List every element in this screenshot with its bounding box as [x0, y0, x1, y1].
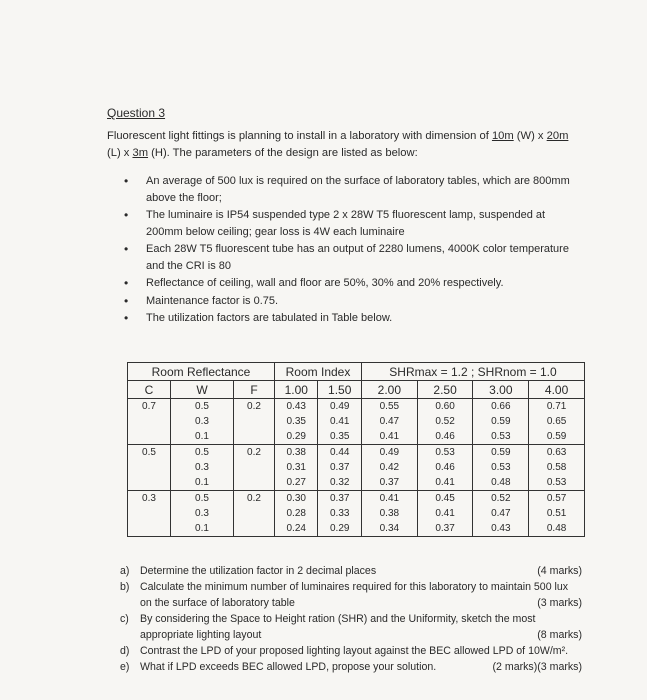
cell-uf-value: 0.47: [361, 414, 417, 429]
header-index: 1.50: [318, 381, 362, 399]
cell-uf-value: 0.37: [318, 460, 362, 475]
cell-uf-value: 0.66: [473, 399, 529, 415]
cell-floor: 0.2: [234, 491, 275, 507]
cell-floor: [234, 460, 275, 475]
cell-uf-value: 0.32: [318, 475, 362, 491]
cell-uf-value: 0.42: [361, 460, 417, 475]
cell-floor: [234, 475, 275, 491]
cell-uf-value: 0.34: [361, 521, 417, 537]
cell-uf-value: 0.58: [529, 460, 585, 475]
room-length: 20m: [546, 130, 569, 142]
intro-text-4: (H). The parameters of the design are listed as below:: [148, 147, 418, 159]
cell-uf-value: 0.37: [417, 521, 473, 537]
cell-uf-value: 0.27: [275, 475, 318, 491]
cell-uf-value: 0.35: [275, 414, 318, 429]
cell-uf-value: 0.37: [318, 491, 362, 507]
cell-uf-value: 0.31: [275, 460, 318, 475]
room-height: 3m: [132, 147, 149, 159]
cell-uf-value: 0.29: [275, 429, 318, 445]
cell-ceiling: [128, 506, 171, 521]
list-item: • Reflectance of ceiling, wall and floor are 50%, 30% and 20% respectively.: [122, 275, 582, 292]
cell-uf-value: 0.48: [529, 521, 585, 537]
cell-wall: 0.5: [171, 399, 234, 415]
question-marks: (3 marks): [537, 597, 582, 609]
question-text: By considering the Space to Height ration (SHR) and the Uniformity, sketch the most appropriate lighting layout: [140, 613, 536, 641]
table-row: [128, 491, 585, 507]
header-room-index: Room Index: [275, 363, 362, 381]
question-item: [120, 579, 582, 611]
cell-wall: 0.3: [171, 414, 234, 429]
question-text: Determine the utilization factor in 2 decimal places: [140, 565, 377, 577]
cell-uf-value: 0.63: [529, 445, 585, 461]
list-item: • Maintenance factor is 0.75.: [122, 293, 582, 310]
list-item: • The luminaire is IP54 suspended type 2 x 28W T5 fluorescent lamp, suspended at 200mm below ceiling; gear loss is 4W each luminaire: [122, 207, 582, 240]
cell-ceiling: [128, 475, 171, 491]
cell-uf-value: 0.52: [417, 414, 473, 429]
cell-uf-value: 0.28: [275, 506, 318, 521]
question-marks: (3 marks): [537, 661, 582, 673]
question-text: Contrast the LPD of your proposed lighting layout against the BEC allowed LPD of 10W/m².: [140, 645, 569, 657]
utilization-factor-table: [127, 362, 585, 537]
cell-wall: 0.5: [171, 491, 234, 507]
intro-text-3: (L) x: [107, 147, 133, 159]
cell-uf-value: 0.53: [417, 445, 473, 461]
cell-uf-value: 0.53: [473, 429, 529, 445]
table-row: [128, 460, 585, 475]
cell-uf-value: 0.60: [417, 399, 473, 415]
cell-uf-value: 0.33: [318, 506, 362, 521]
intro-paragraph: [107, 128, 585, 162]
list-item: • An average of 500 lux is required on the surface of laboratory tables, which are 800mm above the floor;: [122, 173, 582, 206]
header-index: 4.00: [529, 381, 585, 399]
room-width: 10m: [491, 130, 514, 142]
header-w: W: [171, 381, 234, 399]
cell-wall: 0.1: [171, 429, 234, 445]
cell-ceiling: 0.7: [128, 399, 171, 415]
cell-wall: 0.3: [171, 460, 234, 475]
cell-uf-value: 0.41: [417, 506, 473, 521]
cell-uf-value: 0.59: [473, 414, 529, 429]
cell-uf-value: 0.43: [473, 521, 529, 537]
cell-uf-value: 0.65: [529, 414, 585, 429]
cell-floor: [234, 429, 275, 445]
cell-uf-value: 0.55: [361, 399, 417, 415]
question-text: What if LPD exceeds BEC allowed LPD, propose your solution.: [140, 661, 437, 673]
header-room-reflectance: Room Reflectance: [128, 363, 275, 381]
cell-wall: 0.5: [171, 445, 234, 461]
cell-uf-value: 0.46: [417, 429, 473, 445]
question-label: b): [120, 581, 130, 593]
cell-uf-value: 0.47: [473, 506, 529, 521]
list-item: • Each 28W T5 fluorescent tube has an output of 2280 lumens, 4000K color temperature and the CRI is 80: [122, 241, 582, 274]
question-marks: (8 marks): [537, 629, 582, 641]
list-item: • The utilization factors are tabulated in Table below.: [122, 310, 582, 327]
cell-uf-value: 0.71: [529, 399, 585, 415]
cell-uf-value: 0.38: [275, 445, 318, 461]
cell-uf-value: 0.57: [529, 491, 585, 507]
table-row: [128, 445, 585, 461]
table-row: [128, 429, 585, 445]
cell-uf-value: 0.59: [529, 429, 585, 445]
question-marks: (4 marks): [537, 565, 582, 577]
cell-wall: 0.3: [171, 506, 234, 521]
question-label: a): [120, 565, 130, 577]
cell-uf-value: 0.41: [361, 429, 417, 445]
question-label: d): [120, 645, 130, 657]
table-row: [128, 399, 585, 415]
cell-uf-value: 0.59: [473, 445, 529, 461]
header-index: 2.50: [417, 381, 473, 399]
cell-uf-value: 0.35: [318, 429, 362, 445]
cell-uf-value: 0.53: [529, 475, 585, 491]
cell-uf-value: 0.52: [473, 491, 529, 507]
cell-uf-value: 0.24: [275, 521, 318, 537]
cell-uf-value: 0.53: [473, 460, 529, 475]
question-item: [120, 659, 582, 675]
cell-ceiling: [128, 414, 171, 429]
cell-uf-value: 0.41: [318, 414, 362, 429]
cell-ceiling: 0.3: [128, 491, 171, 507]
cell-uf-value: 0.48: [473, 475, 529, 491]
question-label: e): [120, 661, 130, 673]
header-f: F: [234, 381, 275, 399]
question-label: c): [120, 613, 129, 625]
question-item: [120, 563, 582, 579]
cell-ceiling: [128, 460, 171, 475]
cell-uf-value: 0.46: [417, 460, 473, 475]
question-text: Calculate the minimum number of luminaires required for this laboratory to maintain 500 lux on the surface of laboratory table: [140, 581, 569, 609]
cell-uf-value: 0.49: [318, 399, 362, 415]
cell-uf-value: 0.43: [275, 399, 318, 415]
header-c: C: [128, 381, 171, 399]
cell-uf-value: 0.41: [417, 475, 473, 491]
cell-uf-value: 0.51: [529, 506, 585, 521]
cell-floor: [234, 414, 275, 429]
cell-ceiling: [128, 429, 171, 445]
cell-uf-value: 0.49: [361, 445, 417, 461]
table-row: [128, 475, 585, 491]
cell-ceiling: [128, 521, 171, 537]
header-index: 3.00: [473, 381, 529, 399]
parameter-list: [122, 173, 582, 328]
cell-uf-value: 0.41: [361, 491, 417, 507]
cell-uf-value: 0.29: [318, 521, 362, 537]
cell-uf-value: 0.45: [417, 491, 473, 507]
intro-text-1: Fluorescent light fittings is planning to install in a laboratory with dimension of: [107, 130, 492, 142]
cell-wall: 0.1: [171, 475, 234, 491]
header-shr: SHRmax = 1.2 ; SHRnom = 1.0: [361, 363, 584, 381]
cell-ceiling: 0.5: [128, 445, 171, 461]
header-index: 1.00: [275, 381, 318, 399]
cell-uf-value: 0.44: [318, 445, 362, 461]
cell-uf-value: 0.38: [361, 506, 417, 521]
question-item: [120, 611, 582, 643]
question-title: Question 3: [107, 106, 166, 120]
cell-wall: 0.1: [171, 521, 234, 537]
intro-text-2: (W) x: [513, 130, 547, 142]
cell-uf-value: 0.37: [361, 475, 417, 491]
cell-floor: [234, 521, 275, 537]
question-list: [120, 563, 582, 675]
table-body: [128, 399, 585, 537]
table-row: [128, 414, 585, 429]
table-row: [128, 521, 585, 537]
question-marks: (2 marks): [492, 661, 538, 673]
cell-floor: 0.2: [234, 399, 275, 415]
cell-floor: 0.2: [234, 445, 275, 461]
table-row: [128, 506, 585, 521]
cell-uf-value: 0.30: [275, 491, 318, 507]
cell-floor: [234, 506, 275, 521]
header-index: 2.00: [361, 381, 417, 399]
